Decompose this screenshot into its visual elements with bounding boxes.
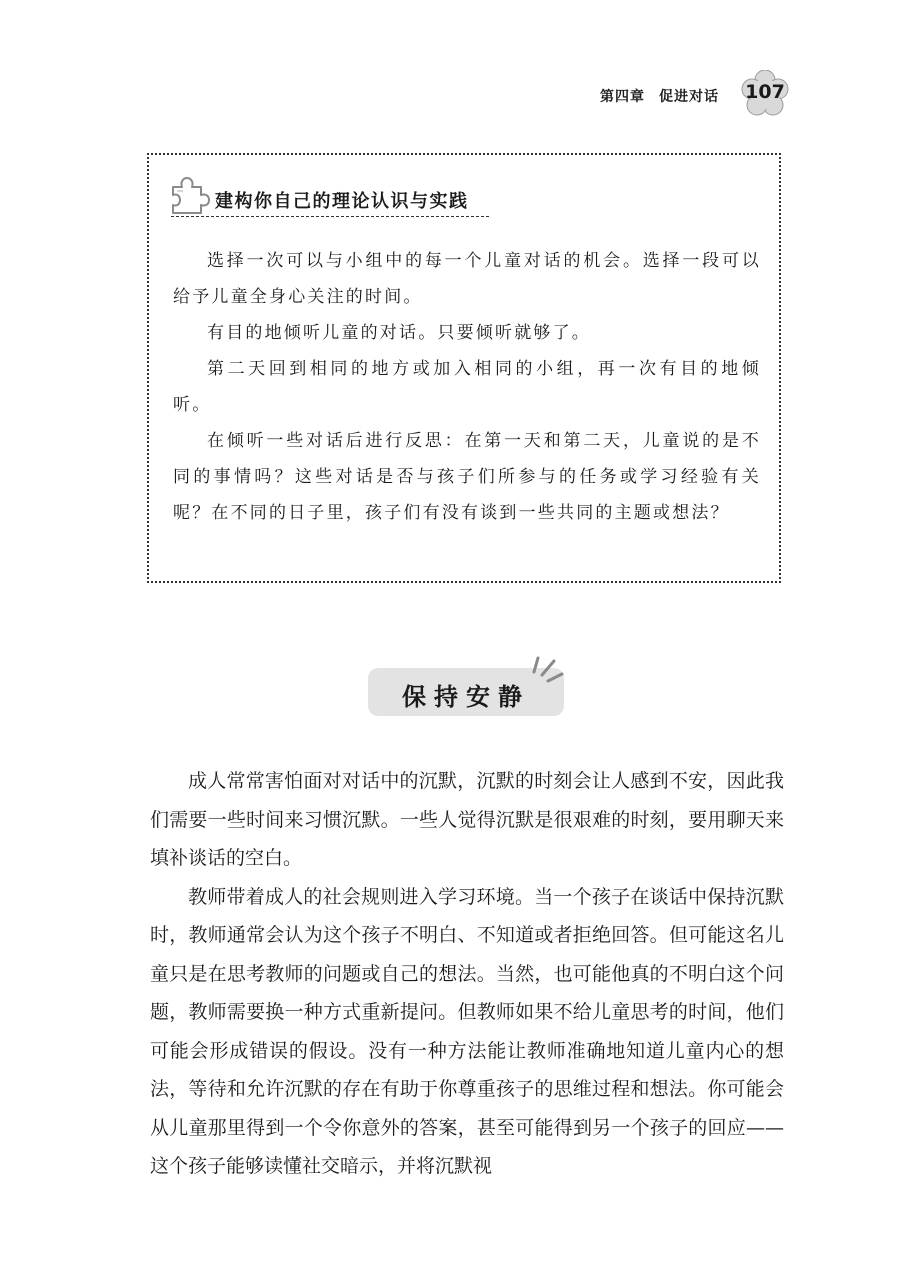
chapter-title: 促进对话 <box>659 89 719 105</box>
chapter-label <box>600 86 719 106</box>
box-paragraph: 选择一次可以与小组中的每一个儿童对话的机会。选择一段可以给予儿童全身心关注的时间。 <box>173 251 761 307</box>
box-paragraph: 在倾听一些对话后进行反思：在第一天和第二天，儿童说的是不同的事情吗？这些对话是否与孩子们所参与的任务或学习经验有关呢？在不同的日子里，孩子们有没有谈到一些共同的主题或想法？ <box>173 431 761 523</box>
page-number: 107 <box>745 81 785 103</box>
page-number-badge <box>740 70 790 118</box>
practice-box-title: 建构你自己的理论认识与实践 <box>215 191 469 212</box>
section-title: 保持安静 <box>402 683 530 711</box>
practice-box-body <box>173 243 761 531</box>
body-paragraph: 成人常常害怕面对对话中的沉默，沉默的时刻会让人感到不安，因此我们需要一些时间来习惯沉默。一些人觉得沉默是很艰难的时刻，要用聊天来填补谈话的空白。 <box>150 770 784 869</box>
practice-box <box>147 153 781 583</box>
main-body <box>150 762 784 1186</box>
section-heading <box>360 650 570 720</box>
box-paragraph: 第二天回到相同的地方或加入相同的小组，再一次有目的地倾听。 <box>173 359 761 415</box>
chapter-number: 第四章 <box>600 89 645 105</box>
running-header <box>590 70 810 120</box>
title-underline <box>171 216 489 217</box>
practice-box-heading <box>167 175 489 219</box>
body-paragraph: 教师带着成人的社会规则进入学习环境。当一个孩子在谈话中保持沉默时，教师通常会认为这个孩子不明白、不知道或者拒绝回答。但可能这名儿童只是在思考教师的问题或自己的想法。当然，也可能他真的不明白这个问题，教师需要换一种方式重新提问。但教师如果不给儿童思考的时间，他们可能会形成错误的假设。没有一种方法能让教师准确地知道儿童内心的想法，等待和允许沉默的存在有助于你尊重孩子的思维过程和想法。你可能会从儿童那里得到一个令你意外的答案，甚至可能得到另一个孩子的回应——这个孩子能够读懂社交暗示，并将沉默视 <box>150 885 784 1177</box>
puzzle-piece-icon <box>167 175 211 217</box>
box-paragraph: 有目的地倾听儿童的对话。只要倾听就够了。 <box>207 323 591 343</box>
